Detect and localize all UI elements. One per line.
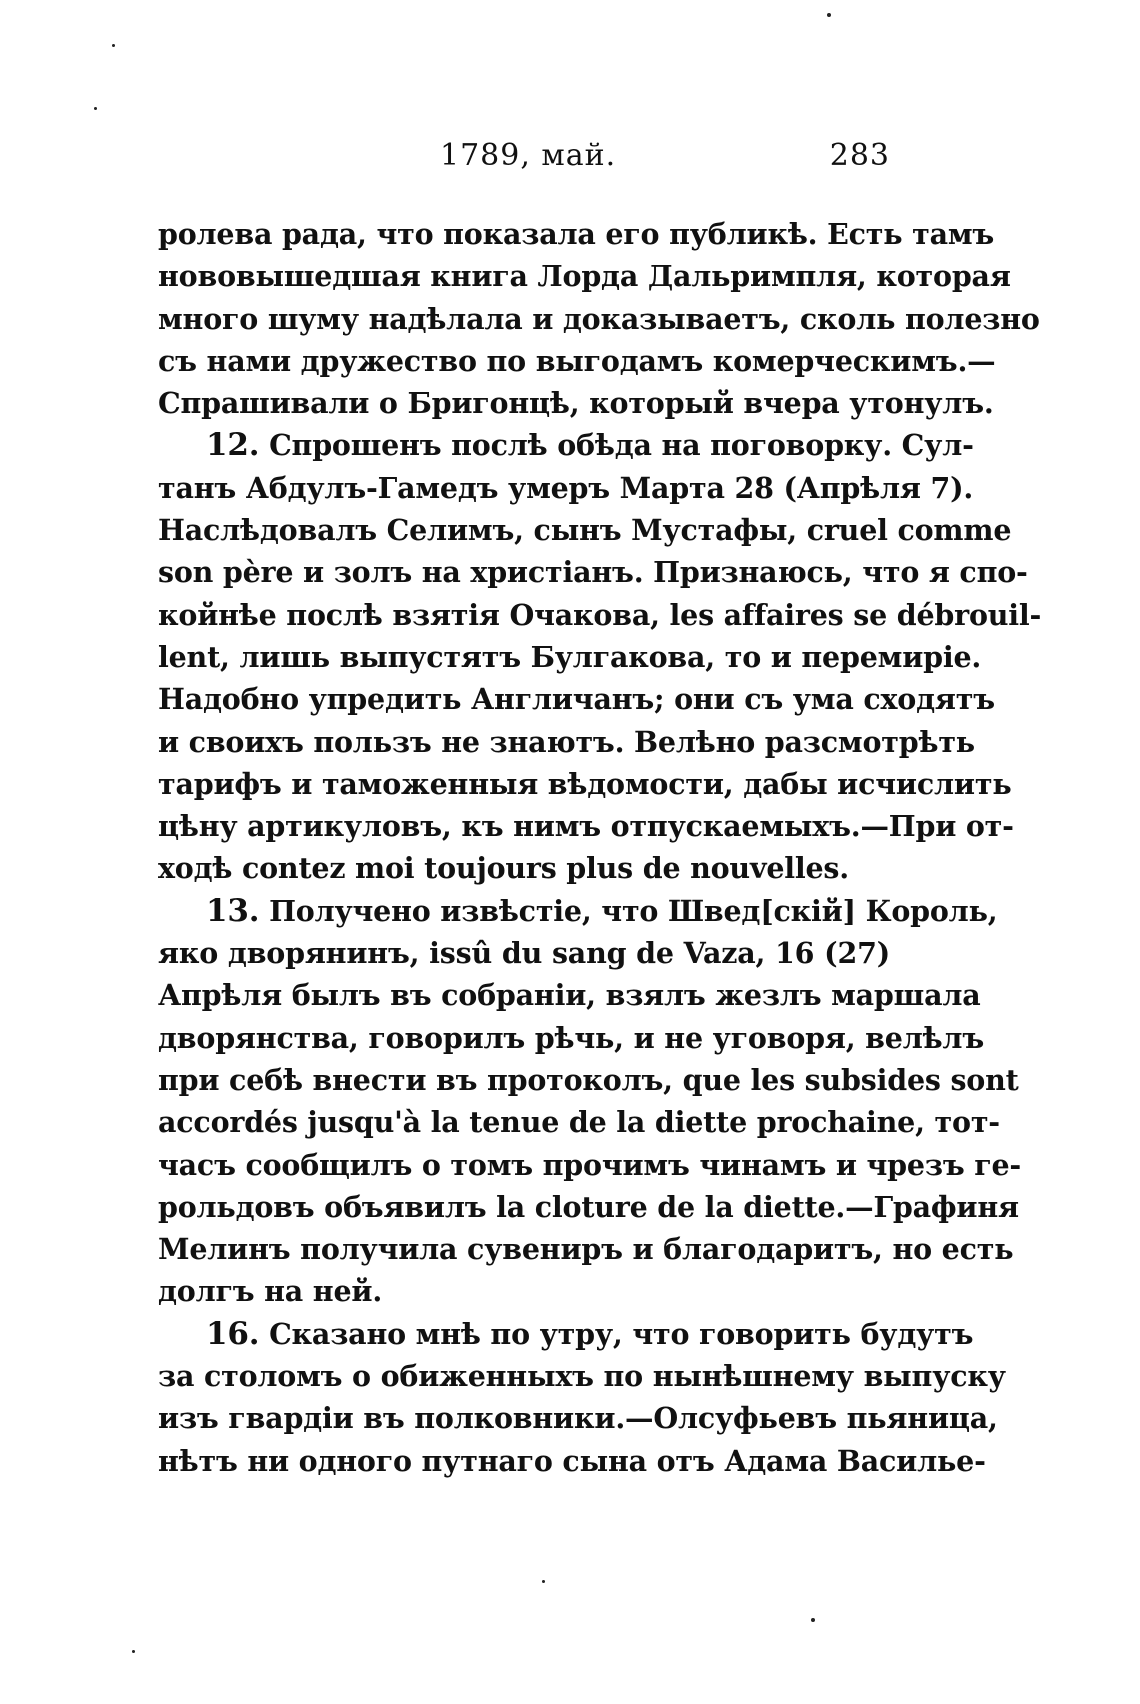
- text-line: [158, 213, 995, 255]
- text-line: [158, 467, 974, 509]
- text-line: [158, 551, 1028, 593]
- text-line: [158, 382, 994, 424]
- line-text: при себѣ внести въ протоколъ, que les subsides sont: [158, 1062, 1019, 1097]
- line-text: нѣтъ ни одного путнаго сына отъ Адама Василье-: [158, 1443, 986, 1478]
- text-line: [158, 1059, 1019, 1101]
- text-line: [158, 974, 981, 1016]
- text-line: [158, 1228, 1014, 1270]
- page-header: [160, 138, 890, 184]
- scan-speck: [811, 1618, 815, 1622]
- line-text: Спрошенъ послѣ обѣда на поговорку. Сул-: [259, 428, 974, 463]
- line-text: часъ сообщилъ о томъ прочимъ чинамъ и чрезъ ге-: [158, 1147, 1022, 1182]
- text-line: [158, 1101, 1000, 1143]
- entry-date-number: 13.: [206, 892, 260, 929]
- line-text: рольдовъ объявилъ la cloture de la diette.—Графиня: [158, 1189, 1019, 1224]
- text-line: [158, 1440, 986, 1482]
- text-line: [158, 763, 1012, 805]
- text-line: [158, 340, 996, 382]
- scan-speck: [94, 107, 97, 110]
- text-line: [158, 1186, 1019, 1228]
- text-line: [158, 1144, 1022, 1186]
- text-line: [158, 298, 1040, 340]
- line-text: цѣну артикуловъ, къ нимъ отпускаемыхъ.—При от-: [158, 809, 1014, 844]
- line-text: Получено извѣстіе, что Швед[скій] Король,: [259, 893, 998, 928]
- line-text: яко дворянинъ, issû du sang de Vaza, 16 (27): [158, 936, 890, 971]
- line-text: son père и золъ на христіанъ. Признаюсь, что я спо-: [158, 555, 1028, 590]
- text-line: [158, 636, 982, 678]
- text-line: [158, 890, 998, 932]
- text-line: [158, 255, 1011, 297]
- line-text: ролева рада, что показала его публикѣ. Есть тамъ: [158, 217, 995, 251]
- line-text: тарифъ и таможенныя вѣдомости, дабы исчислить: [158, 766, 1012, 801]
- scan-speck: [112, 44, 115, 47]
- text-line: [158, 1313, 974, 1355]
- entry-date-number: 12.: [206, 427, 260, 464]
- line-text: танъ Абдулъ-Гамедъ умеръ Марта 28 (Апрѣля 7).: [158, 470, 974, 505]
- line-text: съ нами дружество по выгодамъ комерческимъ.—: [158, 343, 996, 378]
- text-line: [158, 721, 975, 763]
- line-text: Сказано мнѣ по утру, что говорить будутъ: [259, 1316, 974, 1351]
- line-text: нововышедшая книга Лорда Дальримпля, которая: [158, 259, 1011, 294]
- text-line: [158, 424, 974, 466]
- page-number: 283: [829, 138, 890, 173]
- line-text: accordés jusqu'à la tenue de la diette prochaine, тот-: [158, 1105, 1000, 1140]
- text-line: [158, 678, 995, 720]
- scan-speck: [542, 1580, 545, 1583]
- entry-date-number: 16.: [206, 1315, 260, 1352]
- line-text: Апрѣля былъ въ собраніи, взялъ жезлъ маршала: [158, 978, 981, 1013]
- line-text: дворянства, говорилъ рѣчь, и не уговоря, велѣлъ: [158, 1020, 984, 1055]
- body-text: [158, 213, 1042, 1482]
- line-text: изъ гвардіи въ полковники.—Олсуфьевъ пьяница,: [158, 1401, 998, 1436]
- text-line: [158, 1397, 998, 1439]
- line-text: Надобно упредить Англичанъ; они съ ума сходятъ: [158, 682, 995, 717]
- line-text: за столомъ о обиженныхъ по нынѣшнему выпуску: [158, 1359, 1006, 1394]
- line-text: ходѣ contez moi toujours plus de nouvelles.: [158, 851, 849, 886]
- running-title: 1789, май.: [440, 138, 617, 173]
- text-line: [158, 847, 890, 889]
- line-text: долгъ на ней.: [158, 1274, 383, 1309]
- line-text: много шуму надѣлала и доказываетъ, сколь полезно: [158, 301, 1040, 336]
- text-line: [158, 932, 890, 974]
- line-text: Наслѣдовалъ Селимъ, сынъ Мустафы, cruel comme: [158, 513, 1012, 548]
- line-text: койнѣе послѣ взятія Очакова, les affaires se débrouil-: [158, 597, 1042, 632]
- text-line: [158, 1355, 1006, 1397]
- text-line: [158, 1270, 890, 1312]
- line-text: lent, лишь выпустятъ Булгакова, то и перемиріе.: [158, 639, 982, 674]
- line-text: Спрашивали о Бригонцѣ, который вчера утонулъ.: [158, 386, 994, 421]
- line-text: Мелинъ получила сувениръ и благодаритъ, но есть: [158, 1232, 1014, 1267]
- scan-speck: [132, 1650, 135, 1653]
- text-line: [158, 594, 1042, 636]
- scan-speck: [827, 13, 831, 17]
- text-line: [158, 509, 1012, 551]
- text-line: [158, 1017, 984, 1059]
- line-text: и своихъ пользъ не знаютъ. Велѣно разсмотрѣть: [158, 724, 975, 759]
- text-line: [158, 805, 1014, 847]
